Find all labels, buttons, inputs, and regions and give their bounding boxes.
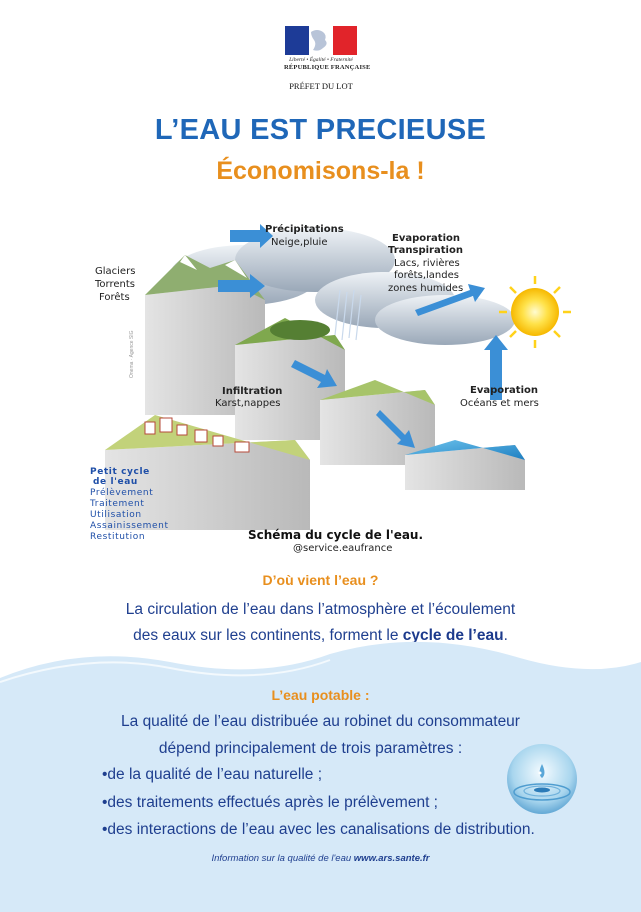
- label-infiltration: Infiltration: [222, 386, 283, 397]
- section2-line1: La qualité de l’eau distribuée au robinet du consommateur: [121, 713, 520, 730]
- footer-info: [0, 853, 641, 864]
- section-heading-origin: D’où vient l’eau ?: [262, 572, 379, 588]
- water-cycle-diagram: [85, 200, 625, 560]
- label-prelevement: Prélèvement: [90, 488, 154, 498]
- label-lacs-rivieres: Lacs, rivières: [394, 258, 460, 269]
- footer-url-link[interactable]: www.ars.sante.fr: [353, 853, 430, 864]
- label-precipitations: Précipitations: [265, 224, 344, 235]
- page-title: L’EAU EST PRECIEUSE: [154, 114, 487, 146]
- vertical-credit: Onema · Agence SIG: [129, 330, 135, 378]
- label-petit-cycle-2: de l'eau: [93, 477, 138, 487]
- diagram-credit: @service.eaufrance: [293, 543, 393, 554]
- label-restitution: Restitution: [90, 532, 146, 542]
- republique-logo: [284, 26, 371, 71]
- republique-francaise: RÉPUBLIQUE FRANÇAISE: [284, 64, 371, 71]
- section1-line2-text: des eaux sur les continents, forment le: [133, 627, 403, 644]
- label-forets-landes: forêts,landes: [394, 270, 459, 281]
- water-cycle-illustration: [85, 200, 625, 560]
- footer-text: Information sur la qualité de l'eau: [211, 853, 354, 864]
- label-utilisation: Utilisation: [90, 510, 142, 520]
- label-glaciers: Glaciers: [95, 266, 136, 277]
- label-assainissement: Assainissement: [90, 521, 169, 531]
- label-evaporation-sea: Evaporation: [470, 385, 539, 396]
- diagram-caption: Schéma du cycle de l'eau.: [248, 528, 424, 542]
- label-torrents: Torrents: [95, 279, 135, 290]
- label-transpiration: Transpiration: [388, 245, 463, 256]
- label-traitement: Traitement: [90, 499, 145, 509]
- motto: Liberté • Égalité • Fraternité: [289, 57, 353, 63]
- cycle-de-leau-highlight: cycle de l’eau: [402, 627, 504, 644]
- section2-line2: dépend principalement de trois paramètres :: [158, 740, 463, 757]
- page-subtitle: Économisons-la !: [216, 157, 425, 185]
- label-oceans-mers: Océans et mers: [460, 398, 539, 409]
- section1-line2-end: .: [503, 627, 508, 644]
- label-evaporation-top: Evaporation: [392, 233, 461, 244]
- label-zones-humides: zones humides: [388, 283, 464, 294]
- water-drop-image: [507, 744, 577, 814]
- section1-line1: La circulation de l’eau dans l’atmosphère et l’écoulement: [125, 601, 516, 618]
- bullet-qualite-eau: •de la qualité de l’eau naturelle ;: [102, 766, 322, 783]
- section-heading-potable: L’eau potable :: [271, 687, 370, 703]
- bullet-traitements: •des traitements effectués après le prélèvement ;: [102, 794, 438, 811]
- label-neige-pluie: Neige,pluie: [271, 237, 328, 248]
- french-flag-icon: [285, 26, 357, 55]
- label-petit-cycle-1: Petit cycle: [90, 467, 150, 477]
- prefet-label: PRÉFET DU LOT: [289, 81, 353, 91]
- label-karst-nappes: Karst,nappes: [215, 398, 281, 409]
- bullet-interactions: •des interactions de l’eau avec les canalisations de distribution.: [102, 821, 535, 838]
- label-forets: Forêts: [99, 292, 130, 303]
